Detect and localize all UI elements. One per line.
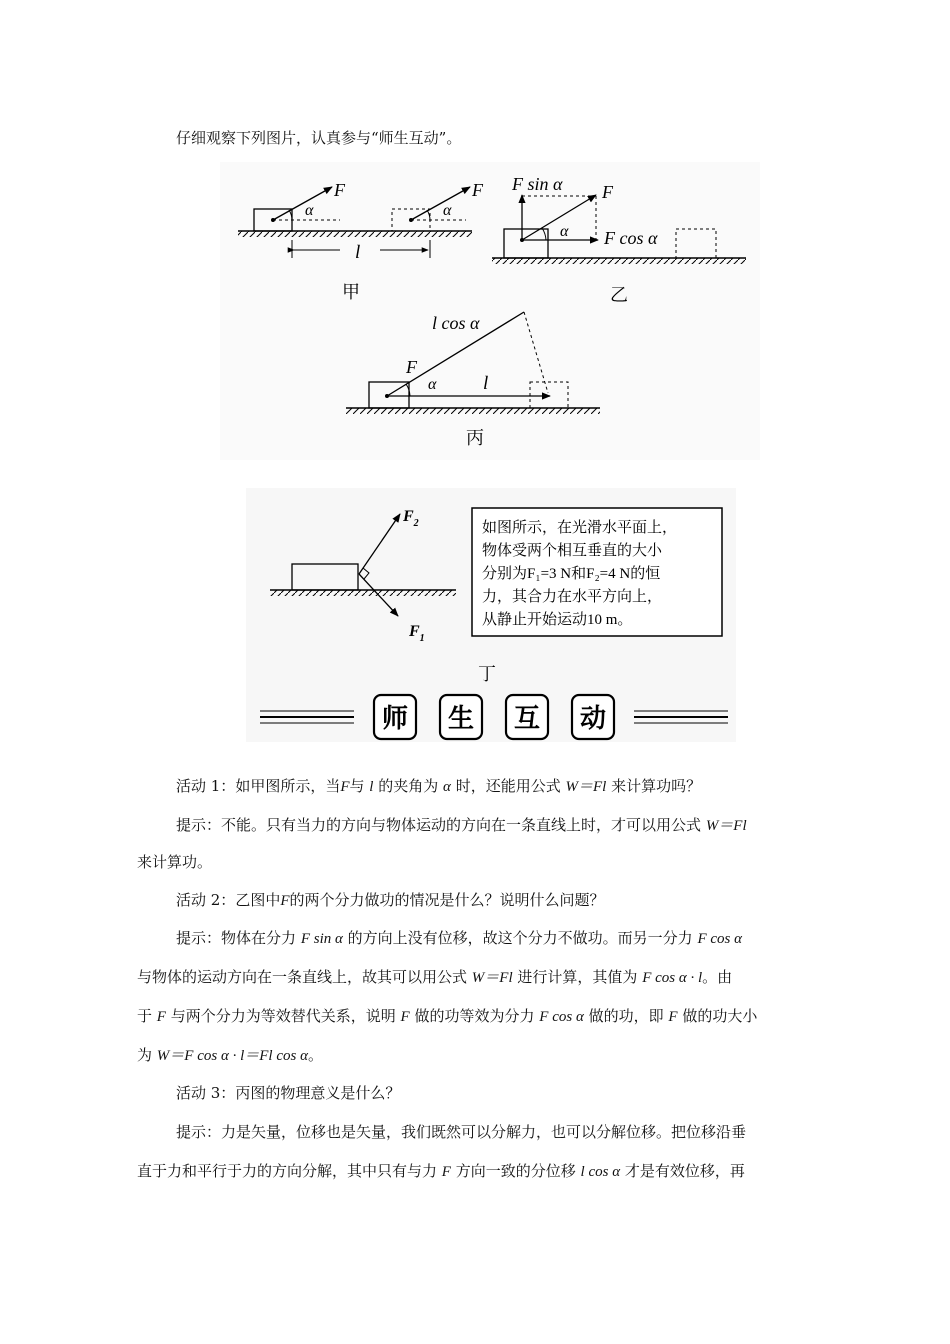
activity-1-question: 活动 1：如甲图所示，当F与 l 的夹角为 α 时，还能用公式 W＝Fl 来计算功吗？ bbox=[176, 777, 702, 795]
label-lcos: l cos α bbox=[432, 313, 480, 333]
activity-1-hint: 提示：不能。只有当力的方向与物体运动的方向在一条直线上时，才可以用公式 W＝Fl bbox=[176, 816, 747, 834]
caption-ding: 丁 bbox=[478, 664, 496, 685]
svg-text:力，其合力在水平方向上，: 力，其合力在水平方向上， bbox=[482, 589, 663, 605]
label-F: F bbox=[334, 180, 345, 200]
label-alpha: α bbox=[560, 223, 569, 240]
intro-text: 仔细观察下列图片，认真参与“师生互动”。 bbox=[176, 129, 462, 147]
label-Fcos: F cos α bbox=[604, 228, 658, 248]
label-F: F bbox=[472, 180, 483, 200]
caption-jia: 甲 bbox=[342, 282, 360, 303]
figure-ding bbox=[246, 488, 736, 742]
svg-text:动: 动 bbox=[579, 704, 607, 733]
activity-2-question: 活动 2：乙图中F的两个分力做功的情况是什么？说明什么问题？ bbox=[176, 891, 605, 909]
label-F2: $F_2$ bbox=[403, 508, 419, 529]
activity-2-hint-l4: 为 W＝F cos α · l＝Fl cos α。 bbox=[137, 1046, 323, 1064]
svg-text:生: 生 bbox=[447, 704, 475, 733]
label-Fsin: F sin α bbox=[512, 174, 563, 194]
label-F: F bbox=[602, 182, 613, 202]
activity-3-question: 活动 3：丙图的物理意义是什么？ bbox=[176, 1084, 401, 1102]
label-alpha: α bbox=[428, 376, 437, 393]
label-alpha: α bbox=[305, 202, 314, 219]
label-F1: $F_1$ bbox=[409, 623, 425, 644]
label-alpha: α bbox=[443, 202, 452, 219]
caption-yi: 乙 bbox=[610, 285, 628, 306]
svg-text:互: 互 bbox=[513, 704, 541, 733]
svg-text:分别为F₁=3 N和F₂=4 N的恒: 分别为F₁=3 N和F₂=4 N的恒 bbox=[482, 566, 661, 582]
svg-text:从静止开始运动10 m。: 从静止开始运动10 m。 bbox=[482, 612, 633, 628]
activity-2-hint-l1: 提示：物体在分力 F sin α 的方向上没有位移，故这个分力不做功。而另一分力 F cos α bbox=[176, 929, 742, 947]
label-l: l bbox=[355, 242, 361, 263]
svg-text:物体受两个相互垂直的大小: 物体受两个相互垂直的大小 bbox=[482, 543, 663, 559]
activity-2-hint-l2: 与物体的运动方向在一条直线上，故其可以用公式 W＝Fl 进行计算，其值为 F cos α · l。由 bbox=[137, 968, 733, 986]
svg-text:如图所示，在光滑水平面上，: 如图所示，在光滑水平面上， bbox=[482, 520, 678, 536]
svg-text:师: 师 bbox=[381, 704, 409, 733]
activity-1-hint-cont: 来计算功。 bbox=[137, 853, 213, 871]
figure-jia-yi-bing bbox=[220, 162, 760, 460]
label-l: l bbox=[483, 373, 489, 394]
activity-2-hint-l3: 于 F 与两个分力为等效替代关系，说明 F 做的功等效为分力 F cos α 做的功，即 F 做的功大小 bbox=[137, 1007, 758, 1025]
activity-3-hint-l1: 提示：力是矢量，位移也是矢量，我们既然可以分解力，也可以分解位移。把位移沿垂 bbox=[176, 1123, 747, 1141]
activity-3-hint-l2: 直于力和平行于力的方向分解，其中只有与力 F 方向一致的分位移 l cos α 才是有效位移，再 bbox=[137, 1162, 745, 1180]
caption-bing: 丙 bbox=[466, 428, 484, 449]
label-F: F bbox=[406, 357, 417, 377]
